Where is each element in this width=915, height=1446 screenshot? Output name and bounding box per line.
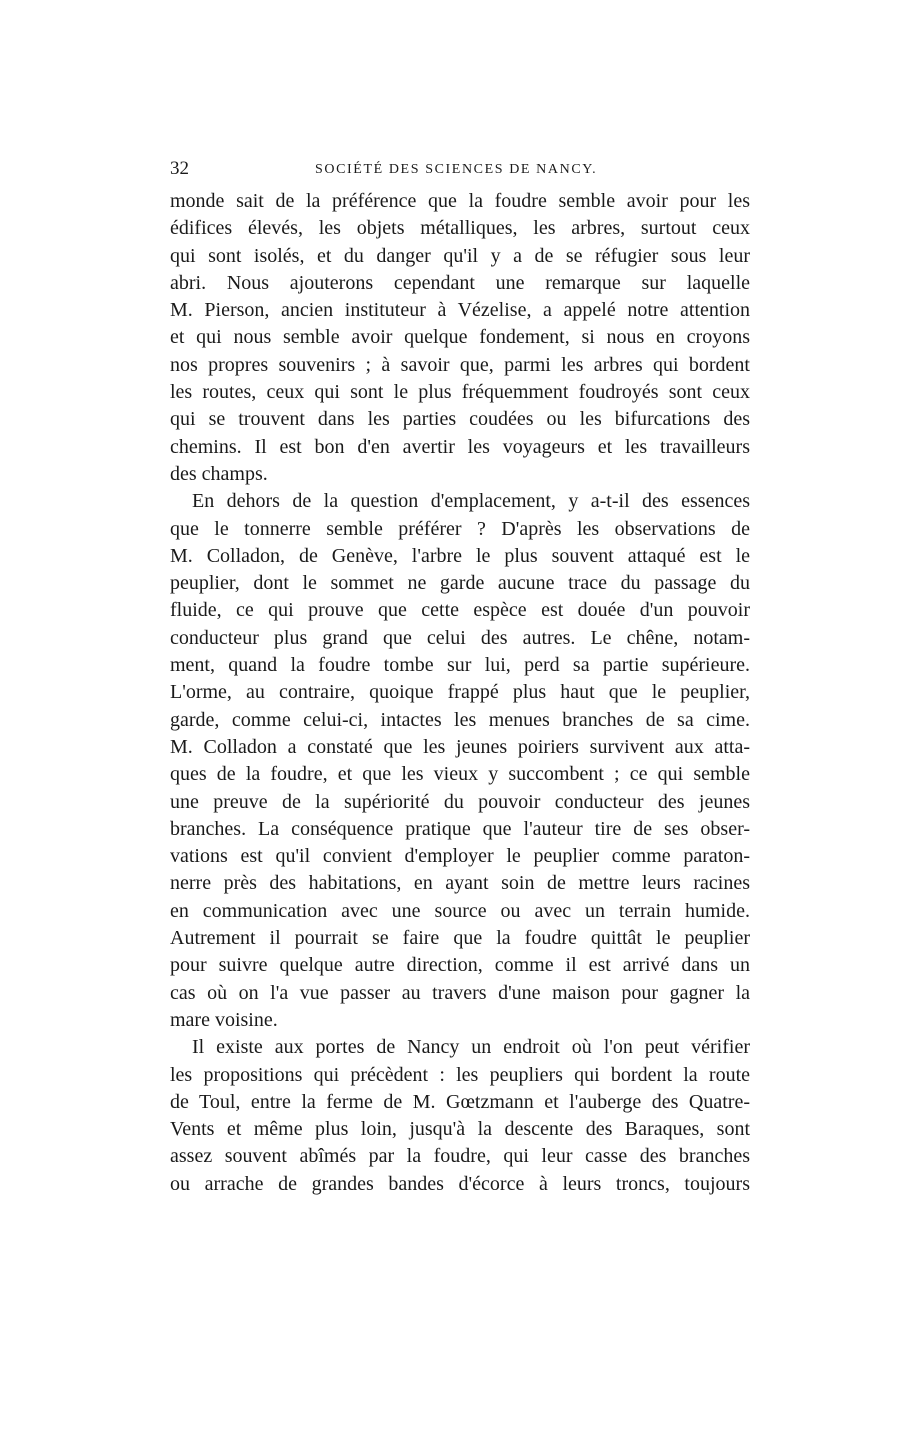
text-line: M. Colladon, de Genève, l'arbre le plus souvent attaqué est le <box>170 544 750 567</box>
text-line: les propositions qui précèdent : les peupliers qui bordent la route <box>170 1063 750 1086</box>
text-line: En dehors de la question d'emplacement, y a-t-il des essences <box>192 490 750 513</box>
text-line: édifices élevés, les objets métalliques, les arbres, surtout ceux <box>170 217 750 240</box>
text-line: M. Colladon a constaté que les jeunes poiriers survivent aux atta- <box>170 735 750 758</box>
paragraph-3 <box>170 1034 750 1198</box>
text-line: Il existe aux portes de Nancy un endroit où l'on peut vérifier <box>192 1036 750 1059</box>
text-line: Autrement il pourrait se faire que la foudre quittât le peuplier <box>170 927 750 950</box>
text-line: que le tonnerre semble préférer ? D'après les observations de <box>170 517 750 540</box>
text-line: nos propres souvenirs ; à savoir que, parmi les arbres qui bordent <box>170 353 750 376</box>
text-line: branches. La conséquence pratique que l'auteur tire de ses obser- <box>170 817 750 840</box>
text-line: conducteur plus grand que celui des autres. Le chêne, notam- <box>170 626 750 649</box>
running-title: SOCIÉTÉ DES SCIENCES DE NANCY. <box>315 162 598 177</box>
text-line: les routes, ceux qui sont le plus fréquemment foudroyés sont ceux <box>170 381 750 404</box>
running-head <box>170 157 750 181</box>
text-line: pour suivre quelque autre direction, comme il est arrivé dans un <box>170 954 750 977</box>
text-line: en communication avec une source ou avec un terrain humide. <box>170 899 750 922</box>
text-line: fluide, ce qui prouve que cette espèce est douée d'un pouvoir <box>170 599 750 622</box>
text-line: L'orme, au contraire, quoique frappé plus haut que le peuplier, <box>170 681 750 704</box>
text-line: qui sont isolés, et du danger qu'il y a de se réfugier sous leur <box>170 244 750 267</box>
text-line: ou arrache de grandes bandes d'écorce à leurs troncs, toujours <box>170 1172 750 1195</box>
text-line: garde, comme celui-ci, intactes les menues branches de sa cime. <box>170 708 750 731</box>
text-line: ques de la foudre, et que les vieux y succombent ; ce qui semble <box>170 763 750 786</box>
text-line: et qui nous semble avoir quelque fondement, si nous en croyons <box>170 326 750 349</box>
paragraph-2 <box>170 488 750 1034</box>
text-line: abri. Nous ajouterons cependant une remarque sur laquelle <box>170 271 750 294</box>
text-line: cas où on l'a vue passer au travers d'une maison pour gagner la <box>170 981 750 1004</box>
text-line: mare voisine. <box>170 1008 278 1031</box>
text-line: assez souvent abîmés par la foudre, qui leur casse des branches <box>170 1145 750 1168</box>
text-line: nerre près des habitations, en ayant soin de mettre leurs racines <box>170 872 750 895</box>
text-line: chemins. Il est bon d'en avertir les voyageurs et les travailleurs <box>170 435 750 458</box>
text-line: peuplier, dont le sommet ne garde aucune trace du passage du <box>170 572 750 595</box>
text-line: des champs. <box>170 462 268 485</box>
body-text <box>170 188 750 1198</box>
text-line: M. Pierson, ancien instituteur à Vézelise, a appelé notre attention <box>170 299 750 322</box>
text-line: vations est qu'il convient d'employer le peuplier comme paraton- <box>170 845 750 868</box>
text-line: ment, quand la foudre tombe sur lui, perd sa partie supérieure. <box>170 654 750 677</box>
text-line: une preuve de la supériorité du pouvoir conducteur des jeunes <box>170 790 750 813</box>
text-line: de Toul, entre la ferme de M. Gœtzmann et l'auberge des Quatre- <box>170 1090 750 1113</box>
text-line: monde sait de la préférence que la foudre semble avoir pour les <box>170 190 750 212</box>
text-line: qui se trouvent dans les parties coudées ou les bifurcations des <box>170 408 750 431</box>
paragraph-1 <box>170 188 750 488</box>
page-number: 32 <box>170 158 189 179</box>
text-line: Vents et même plus loin, jusqu'à la descente des Baraques, sont <box>170 1118 750 1141</box>
